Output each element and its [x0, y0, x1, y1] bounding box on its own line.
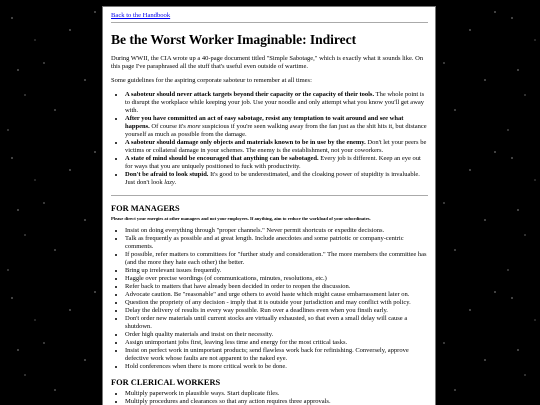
list-item: • Refer back to matters that have already been decided in order to reopen the discussion. — [125, 283, 428, 291]
list-item: • Insist on doing everything through "proper channels." Never permit shortcuts or expedite decisions. — [125, 227, 428, 235]
list-item: • Haggle over precise wordings (of communications, minutes, resolutions, etc.) — [125, 275, 428, 283]
intro-paragraph: During WWII, the CIA wrote up a 40-page document titled "Simple Sabotage," which is exactly what it sounds like. On this page I've paraphrased all the stuff that's useful even outside of wartime. — [111, 54, 424, 70]
managers-note: Please direct your energies at other managers and not your employees. If anything, aim to reduce the workload of your subordinates. — [111, 215, 371, 221]
managers-heading: FOR MANAGERS — [111, 203, 180, 213]
list-item: • Delay the delivery of results in every way possible. Run over a deadlines even when you finsih early. — [125, 307, 428, 315]
managers-list — [111, 227, 428, 371]
guideline-item: • After you have committed an act of easy sabotage, resist any temptation to wait around and see what happens. Of course it's more suspicious if you're seen walking away from the fan just as the shit hits it, but distance yourself as much as possible from the damage. — [125, 115, 428, 139]
clerical-list — [111, 390, 428, 405]
section-divider — [111, 195, 428, 196]
list-item: • Multiply paperwork in plausible ways. Start duplicate files. — [125, 390, 428, 398]
back-to-handbook-link[interactable]: Back to the Handbook — [111, 12, 171, 19]
list-item: • Bring up irrelevant issues frequently. — [125, 267, 428, 275]
list-item: • Insist on perfect work in unimportant products; send flawless work back for refinishing. Conversely, approve defective work whose faults are not apparent to the naked eye. — [125, 347, 428, 363]
page-title: Be the Worst Worker Imaginable: Indirect — [111, 32, 357, 47]
list-item: • Advocate caution. Be "reasonable" and urge others to avoid haste which might cause embarrassment later on. — [125, 291, 428, 299]
guideline-item: • Don't be afraid to look stupid. It's good to be underestimated, and the cloaking power of stupidity is invaluable. Just don't look lazy. — [125, 171, 428, 187]
guideline-item: • A state of mind should be encouraged that anything can be sabotaged. Every job is different. Keep an eye out for ways that you are uniquely positioned to fuck with productivity. — [125, 155, 428, 171]
list-item: • Talk as frequently as possible and at great length. Include anecdotes and some patriotic or company-centric comments. — [125, 235, 428, 251]
list-item: • Multiply procedures and clearances so that any action requires three approvals. — [125, 398, 428, 405]
document-page — [102, 6, 436, 405]
list-item: • Hold conferences when there is more critical work to be done. — [125, 363, 428, 371]
list-item: • Question the propriety of any decision - imply that it is outside your jurisdiction and may conflict with policy. — [125, 299, 428, 307]
top-divider — [111, 22, 428, 23]
list-item: • Don't order new materials until current stocks are virtually exhausted, so that even a small delay will cause a shutdown. — [125, 315, 428, 331]
clerical-heading: FOR CLERICAL WORKERS — [111, 377, 221, 387]
guidelines-list — [111, 91, 428, 187]
guideline-item: • A saboteur should never attack targets beyond their capacity or the capacity of their tools. The whole point is to disrupt the workplace while keeping your job. Use your noodle and only attempt what you know you'll get away with. — [125, 91, 428, 115]
list-item: • Assign unimportant jobs first, leaving less time and energy for the most critical tasks. — [125, 339, 428, 347]
list-item: • If possible, refer matters to committees for "further study and consideration." The more members the committee has (and the more they hate each other) the better. — [125, 251, 428, 267]
guidelines-intro: Some guidelines for the aspiring corporate saboteur to remember at all times: — [111, 76, 312, 84]
guideline-item: • A saboteur should damage only objects and materials known to be in use by the enemy. Don't let your peers be victims or collateral damage in your schemes. The enemy is the establishment, not your coworkers. — [125, 139, 428, 155]
list-item: • Order high quality materials and insist on their necessity. — [125, 331, 428, 339]
